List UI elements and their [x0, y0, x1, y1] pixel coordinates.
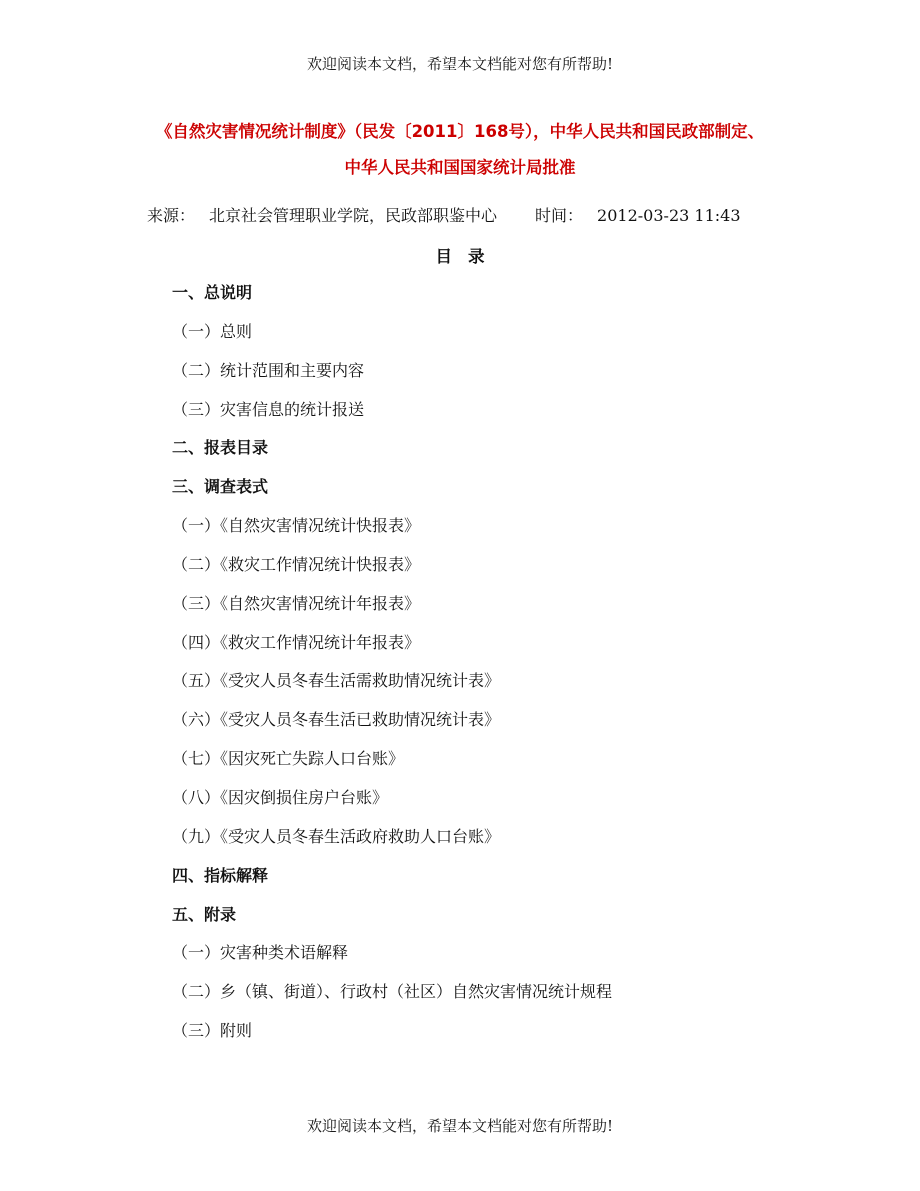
toc-section: 一、总说明	[172, 283, 253, 302]
time-label: 时间：	[535, 206, 584, 225]
toc-section: 五、附录	[172, 904, 237, 924]
source-label: 来源：	[147, 206, 196, 225]
table-of-contents	[172, 282, 612, 1059]
toc-subitem: （二）乡（镇、街道）、行政村（社区）自然灾害情况统计规程	[172, 982, 613, 1002]
toc-section: 四、指标解释	[172, 865, 269, 885]
toc-subitem: （三）灾害信息的统计报送	[172, 399, 365, 419]
toc-section: 二、报表目录	[172, 438, 269, 458]
toc-subitem: （九）《受灾人员冬春生活政府救助人口台账》	[172, 826, 501, 846]
header-note: 欢迎阅读本文档，希望本文档能对您有所帮助!	[306, 55, 614, 73]
toc-subitem: （八）《因灾倒损住房户台账》	[172, 787, 389, 807]
title-line-1: 《自然灾害情况统计制度》（民发〔2011〕168号），中华人民共和国民政部制定、	[155, 122, 765, 141]
title-line-2: 中华人民共和国国家统计局批准	[344, 158, 576, 177]
toc-subitem: （六）《受灾人员冬春生活已救助情况统计表》	[172, 710, 501, 730]
toc-subitem: （二）统计范围和主要内容	[172, 360, 365, 380]
document-title	[0, 118, 920, 190]
toc-subitem: （五）《受灾人员冬春生活需救助情况统计表》	[172, 671, 501, 691]
toc-subitem: （七）《因灾死亡失踪人口台账》	[172, 749, 405, 769]
toc-title: 目录	[435, 247, 501, 266]
footer-note: 欢迎阅读本文档，希望本文档能对您有所帮助!	[306, 1117, 614, 1135]
source-meta	[147, 203, 741, 226]
toc-subitem: （一）灾害种类术语解释	[172, 943, 349, 963]
toc-subitem: （二）《救灾工作情况统计快报表》	[172, 554, 421, 574]
toc-section: 三、调查表式	[172, 477, 269, 497]
toc-subitem: （三）《自然灾害情况统计年报表》	[172, 593, 421, 613]
toc-subitem: （一）总则	[172, 321, 253, 341]
toc-subitem: （四）《救灾工作情况统计年报表》	[172, 632, 421, 652]
toc-subitem: （一）《自然灾害情况统计快报表》	[172, 516, 421, 536]
time-value: 2012-03-23 11:43	[597, 206, 741, 225]
source-value: 北京社会管理职业学院，民政部职鉴中心	[209, 206, 498, 225]
toc-subitem: （三）附则	[172, 1021, 253, 1041]
